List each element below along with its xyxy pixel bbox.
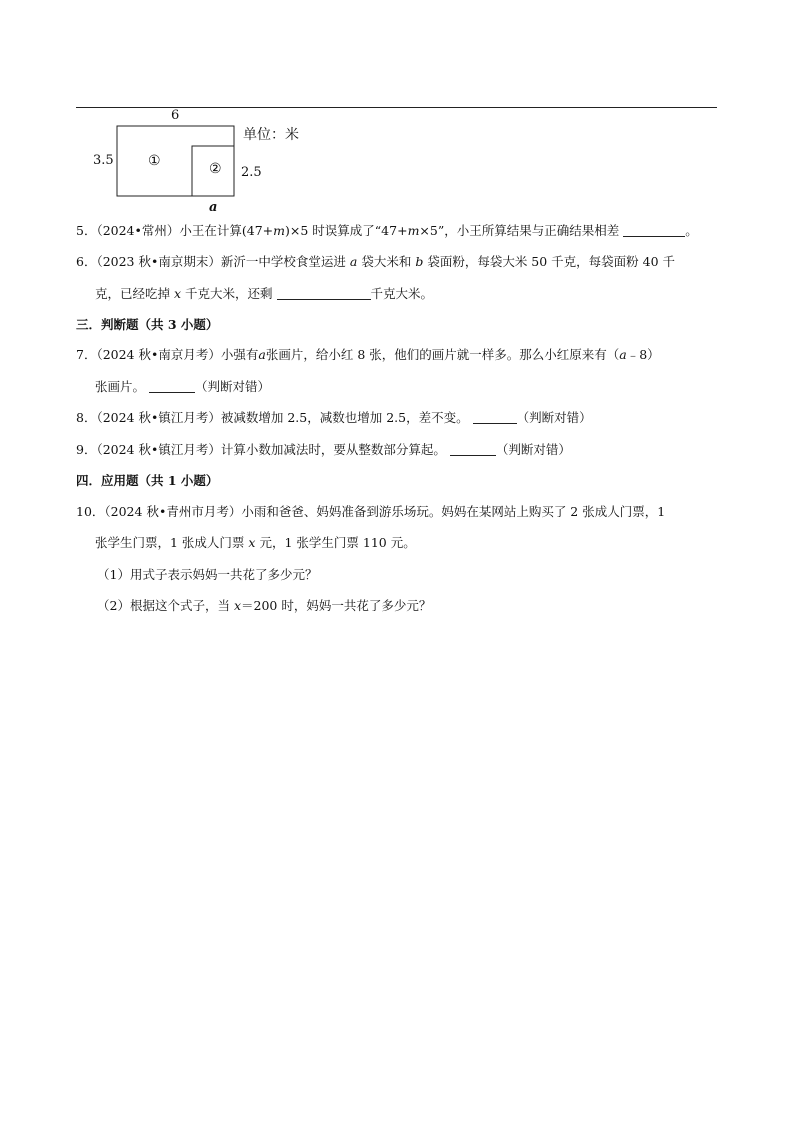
question-text: （判断对错） — [495, 442, 571, 457]
question-text: 袋大米和 — [361, 254, 412, 269]
answer-blank[interactable] — [473, 411, 517, 424]
question-text: ﹣8） — [626, 347, 660, 362]
variable-m: m — [407, 223, 420, 238]
question-source: （2023 秋•南京期末） — [96, 254, 221, 269]
rectangle-figure — [88, 108, 328, 218]
variable-a: a — [619, 347, 627, 362]
question-text: （判断对错） — [195, 379, 271, 394]
question-7-line-2 — [95, 377, 270, 395]
question-number: 6． — [76, 254, 97, 269]
question-text: 千克大米。 — [370, 286, 434, 301]
question-text: 小王在计算(47+ — [179, 223, 274, 238]
region-2-label: ② — [209, 161, 222, 177]
question-number: 7． — [76, 347, 97, 362]
question-text: 克，已经吃掉 — [95, 286, 171, 301]
question-source: （2024•常州） — [96, 223, 180, 238]
variable-x: x — [248, 535, 256, 550]
question-text: 袋面粉，每袋大米 50 千克，每袋面粉 40 千 — [427, 254, 676, 269]
question-10-part-1: （1）用式子表示妈妈一共花了多少元？ — [97, 567, 318, 582]
variable-x: x — [233, 598, 242, 613]
question-text: 千克大米，还剩 — [185, 286, 273, 301]
question-6-line-2 — [95, 284, 433, 302]
question-text: 被减数增加 2.5，减数也增加 2.5，差不变。 — [220, 410, 469, 425]
variable-a: a — [258, 347, 266, 362]
question-number: 8． — [76, 410, 97, 425]
question-source: （2024 秋•青州市月考） — [104, 504, 242, 519]
region-1-label: ① — [148, 153, 161, 169]
question-text: ＝200 时，妈妈一共花了多少元？ — [241, 598, 432, 613]
figure-top-label: 6 — [171, 108, 180, 123]
question-text: 元，1 张学生门票 110 元。 — [259, 535, 416, 550]
question-10 — [76, 502, 665, 520]
variable-m: m — [273, 223, 286, 238]
question-number: 10． — [76, 504, 105, 519]
figure-left-label: 3.5 — [93, 153, 114, 168]
question-text: )×5 时误算成了“47+ — [285, 223, 408, 238]
question-text: 小雨和爸爸、妈妈准备到游乐场玩。妈妈在某网站上购买了 2 张成人门票，1 — [241, 504, 666, 519]
unit-label: 单位：米 — [243, 127, 299, 143]
question-text: 。 — [685, 223, 698, 238]
question-10-part-2 — [97, 596, 431, 614]
question-6 — [76, 252, 675, 270]
question-5 — [76, 221, 698, 239]
variable-a: a — [349, 254, 358, 269]
rectangle-diagram — [88, 108, 328, 218]
variable-b: b — [415, 254, 424, 269]
figure-bottom-label: a — [209, 200, 218, 215]
answer-blank[interactable] — [277, 287, 371, 300]
question-source: （2024 秋•南京月考） — [96, 347, 221, 362]
question-7 — [76, 345, 660, 363]
question-text: 新沂一中学校食堂运进 — [220, 254, 346, 269]
question-text: （判断对错） — [516, 410, 592, 425]
question-text: （2）根据这个式子，当 — [97, 598, 230, 613]
answer-blank[interactable] — [450, 443, 496, 456]
figure-right-label: 2.5 — [241, 165, 262, 180]
question-source: （2024 秋•镇江月考） — [96, 442, 221, 457]
question-text: 小强有 — [220, 347, 259, 362]
question-text: 张学生门票，1 张成人门票 — [95, 535, 245, 550]
question-text: 张画片。 — [95, 379, 146, 394]
variable-x: x — [174, 286, 182, 301]
question-source: （2024 秋•镇江月考） — [96, 410, 221, 425]
question-8 — [76, 408, 592, 426]
question-number: 5． — [76, 223, 97, 238]
question-text: 张画片，给小红 8 张，他们的画片就一样多。那么小红原来有（ — [265, 347, 620, 362]
question-10-line-2 — [95, 533, 416, 551]
answer-blank[interactable] — [149, 380, 195, 393]
answer-blank[interactable] — [623, 224, 685, 237]
section-3-heading: 三．判断题（共 3 小题） — [76, 317, 219, 332]
section-4-heading: 四．应用题（共 1 小题） — [76, 473, 219, 488]
question-text: 计算小数加减法时，要从整数部分算起。 — [220, 442, 446, 457]
question-number: 9． — [76, 442, 97, 457]
question-text: ×5”，小王所算结果与正确结果相差 — [419, 223, 620, 238]
question-9 — [76, 440, 571, 458]
